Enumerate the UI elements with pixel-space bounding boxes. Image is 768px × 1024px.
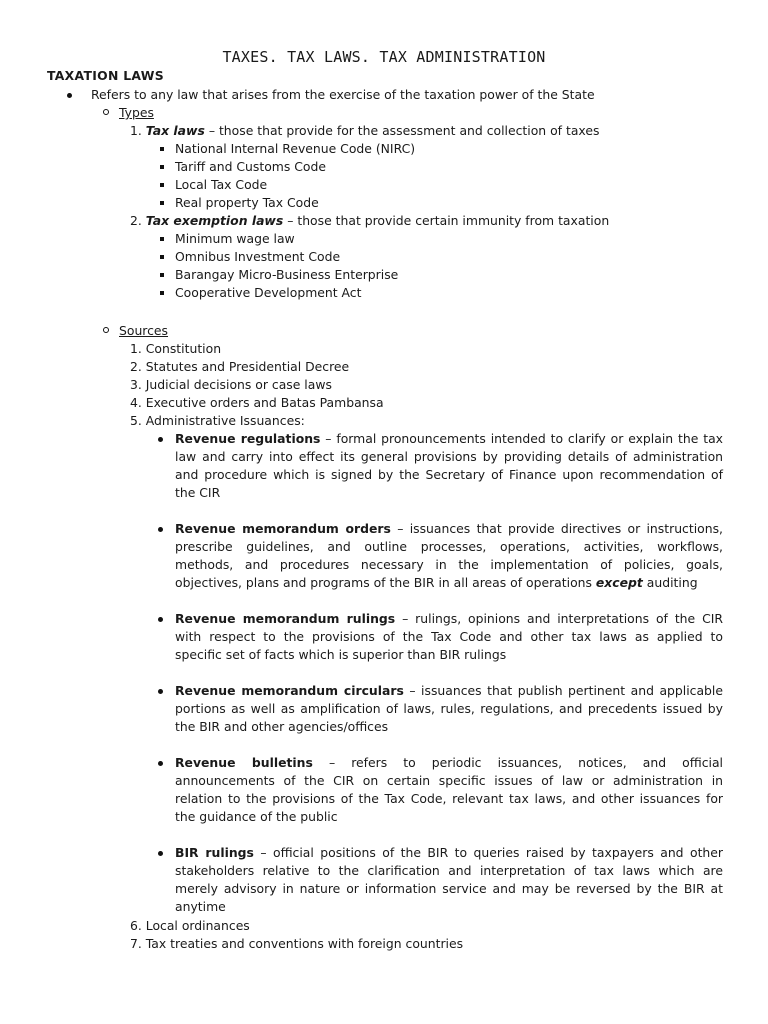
list-item: National Internal Revenue Code (NIRC)	[175, 141, 416, 156]
issuance-text: objectives, plans and programs of the BIR in all areas of operations	[175, 575, 596, 590]
issuance-term: Revenue memorandum orders	[175, 521, 391, 536]
list-item: Real property Tax Code	[175, 195, 319, 210]
issuance-revenue-memorandum-circulars	[175, 682, 723, 736]
issuance-term: BIR rulings	[175, 845, 254, 860]
bullet-icon	[158, 851, 163, 856]
bullet-icon	[158, 437, 163, 442]
issuance-text: and procedure which is signed by the Secretary of Finance upon recommendation of	[175, 467, 723, 482]
square-bullet-icon	[160, 255, 164, 259]
bullet-icon	[158, 761, 163, 766]
source-item: 4. Executive orders and Batas Pambansa	[130, 395, 384, 410]
term: Tax laws	[145, 123, 205, 138]
issuance-text: – issuances that publish pertinent and applicable	[403, 683, 723, 698]
issuance-text: – official positions of the BIR to queries raised by taxpayers and other	[253, 845, 723, 860]
square-bullet-icon	[160, 201, 164, 205]
item-number: 2.	[130, 213, 142, 228]
issuance-text: the BIR and other agencies/offices	[175, 719, 389, 734]
square-bullet-icon	[160, 165, 164, 169]
type-item-1	[130, 122, 599, 140]
issuance-text: portions as well as amplification of laws, rules, regulations, and precedents issued by	[175, 701, 723, 716]
issuance-term: Revenue memorandum rulings	[175, 611, 396, 626]
issuance-text: with respect to the provisions of the Tax Code and other tax laws as applied to	[175, 629, 723, 644]
issuance-revenue-memorandum-orders	[175, 520, 723, 592]
issuance-text: prescribe guidelines, and outline processes, operations, activities, workflows,	[175, 539, 723, 554]
issuance-text: stakeholders relative to the clarification and interpretation of tax laws which are	[175, 863, 723, 878]
list-item: Tariff and Customs Code	[175, 159, 326, 174]
issuance-text: the guidance of the public	[175, 809, 338, 824]
term: Tax exemption laws	[145, 213, 284, 228]
issuance-text: specific set of facts which is superior than BIR rulings	[175, 647, 507, 662]
issuance-text: law and carry into effect its general provisions by providing details of administration	[175, 449, 723, 464]
issuance-text: – rulings, opinions and interpretations of the CIR	[395, 611, 723, 626]
definition-text: Refers to any law that arises from the exercise of the taxation power of the State	[91, 87, 595, 102]
type-item-2	[130, 212, 609, 230]
issuance-term: Revenue memorandum circulars	[175, 683, 404, 698]
circle-bullet-icon	[103, 109, 109, 115]
square-bullet-icon	[160, 237, 164, 241]
bullet-icon	[158, 527, 163, 532]
bullet-icon	[158, 617, 163, 622]
list-item: Barangay Micro-Business Enterprise	[175, 267, 399, 282]
issuance-text: merely advisory in nature or information service and may be reversed by the BIR at	[175, 881, 723, 896]
issuance-text: – issuances that provide directives or instructions,	[390, 521, 723, 536]
square-bullet-icon	[160, 183, 164, 187]
list-item: Local Tax Code	[175, 177, 268, 192]
source-item: 6. Local ordinances	[130, 918, 250, 933]
section-heading: TAXATION LAWS	[47, 68, 164, 83]
sources-heading: Sources	[119, 323, 169, 338]
issuance-revenue-memorandum-rulings	[175, 610, 723, 664]
source-item: 1. Constitution	[130, 341, 222, 356]
issuance-text: anytime	[175, 899, 226, 914]
source-item: 7. Tax treaties and conventions with foreign countries	[130, 936, 464, 951]
list-item: Minimum wage law	[175, 231, 295, 246]
types-heading: Types	[119, 105, 154, 120]
term-desc: – those that provide for the assessment and collection of taxes	[204, 123, 600, 138]
emphasis-text: except	[595, 575, 643, 590]
issuance-text: – formal pronouncements intended to clarify or explain the tax	[320, 431, 723, 446]
term-desc: – those that provide certain immunity from taxation	[283, 213, 610, 228]
issuance-bir-rulings	[175, 844, 723, 916]
issuance-text: – refers to periodic issuances, notices, and official	[312, 755, 723, 770]
issuance-revenue-bulletins	[175, 754, 723, 826]
issuance-text: relation to the provisions of the Tax Code, relevant tax laws, and other issuances for	[175, 791, 723, 806]
source-item: 3. Judicial decisions or case laws	[130, 377, 332, 392]
list-item: Cooperative Development Act	[175, 285, 362, 300]
square-bullet-icon	[160, 291, 164, 295]
list-item: Omnibus Investment Code	[175, 249, 341, 264]
source-item: 5. Administrative Issuances:	[130, 413, 305, 428]
square-bullet-icon	[160, 273, 164, 277]
item-number: 1.	[130, 123, 142, 138]
bullet-icon	[158, 689, 163, 694]
square-bullet-icon	[160, 147, 164, 151]
issuance-term: Revenue bulletins	[175, 755, 313, 770]
source-item: 2. Statutes and Presidential Decree	[130, 359, 350, 374]
bullet-icon	[67, 93, 72, 98]
issuance-text: announcements of the CIR on certain specific issues of law or administration in	[175, 773, 723, 788]
issuance-text: methods, and procedures necessary in the implementation of policies, goals,	[175, 557, 723, 572]
issuance-text: the CIR	[175, 485, 221, 500]
issuance-term: Revenue regulations	[175, 431, 321, 446]
page-title: TAXES. TAX LAWS. TAX ADMINISTRATION	[222, 48, 546, 66]
issuance-text: auditing	[642, 575, 698, 590]
circle-bullet-icon	[103, 327, 109, 333]
issuance-revenue-regulations	[175, 430, 723, 502]
